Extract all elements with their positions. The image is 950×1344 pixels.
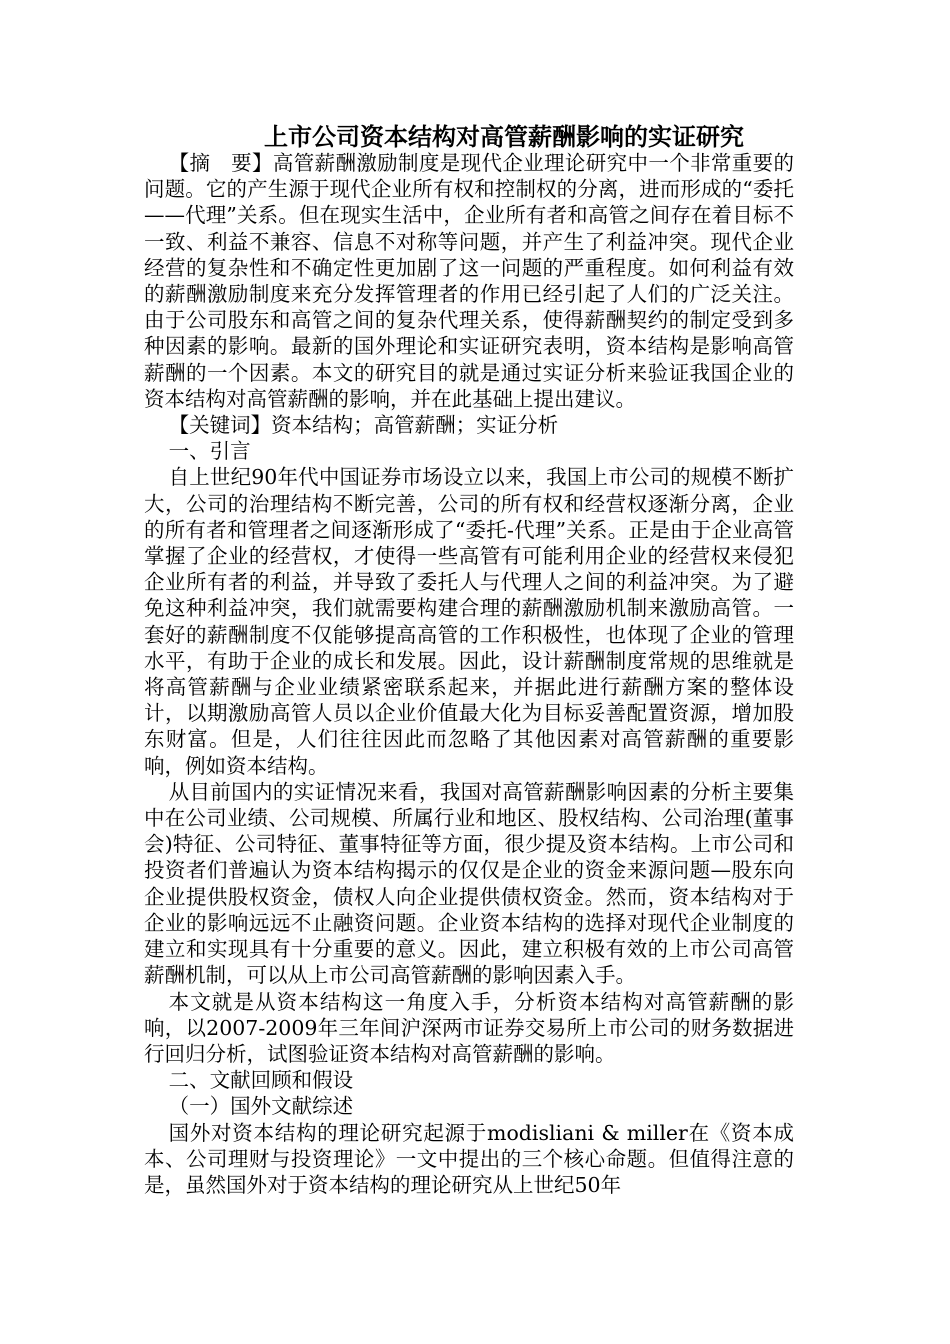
section-heading-literature: 二、文献回顾和假设 — [168, 1068, 354, 1093]
abstract-paragraph: 【摘 要】高管薪酬激励制度是现代企业理论研究中一个非常重要的问题。它的产生源于现代企业所有权和控制权的分离，进而形成的“委托——代理”关系。但在现实生活中，企业所有者和高管之间存在着目标不一致、利益不兼容、信息不对称等问题，并产生了利益冲突。现代企业经营的复杂性和不确定性更加剧了这一问题的严重程度。如何利益有效的薪酬激励制度来充分发挥管理者的作用已经引起了人们的广泛关注。由于公司股东和高管之间的复杂代理关系，使得薪酬契约的制定受到多种因素的影响。最新的国外理论和实证研究表明，资本结构是影响高管薪酬的一个因素。本文的研究目的就是通过实证分析来验证我国企业的资本结构对高管薪酬的影响，并在此基础上提出建议。 — [144, 151, 794, 411]
document-title: 上市公司资本结构对高管薪酬影响的实证研究 — [264, 123, 744, 151]
body-paragraph: 国外对资本结构的理论研究起源于modisliani & miller在《资本成本、公司理财与投资理论》一文中提出的三个核心命题。但值得注意的是，虽然国外对于资本结构的理论研究从上世纪50年 — [144, 1120, 794, 1197]
subsection-heading-foreign: （一）国外文献综述 — [168, 1094, 354, 1119]
document-body — [144, 150, 794, 1198]
body-paragraph: 本文就是从资本结构这一角度入手，分析资本结构对高管薪酬的影响，以2007-2009年三年间沪深两市证券交易所上市公司的财务数据进行回归分析，试图验证资本结构对高管薪酬的影响。 — [144, 989, 794, 1066]
keywords-line: 【关键词】资本结构；高管薪酬；实证分析 — [168, 413, 559, 438]
section-heading-introduction: 一、引言 — [168, 439, 251, 464]
body-paragraph: 从目前国内的实证情况来看，我国对高管薪酬影响因素的分析主要集中在公司业绩、公司规模、所属行业和地区、股权结构、公司治理(董事会)特征、公司特征、董事特征等方面，很少提及资本结构。上市公司和投资者们普遍认为资本结构揭示的仅仅是企业的资金来源问题—股东向企业提供股权资金，债权人向企业提供债权资金。然而，资本结构对于企业的影响远远不止融资问题。企业资本结构的选择对现代企业制度的建立和实现具有十分重要的意义。因此，建立积极有效的上市公司高管薪酬机制，可以从上市公司高管薪酬的影响因素入手。 — [144, 779, 794, 988]
body-paragraph: 自上世纪90年代中国证券市场设立以来，我国上市公司的规模不断扩大，公司的治理结构不断完善，公司的所有权和经营权逐渐分离，企业的所有者和管理者之间逐渐形成了“委托-代理”关系。正是由于企业高管掌握了企业的经营权，才使得一些高管有可能利用企业的经营权来侵犯企业所有者的利益，并导致了委托人与代理人之间的利益冲突。为了避免这种利益冲突，我们就需要构建合理的薪酬激励机制来激励高管。一套好的薪酬制度不仅能够提高高管的工作积极性，也体现了企业的管理水平，有助于企业的成长和发展。因此，设计薪酬制度常规的思维就是将高管薪酬与企业业绩紧密联系起来，并据此进行薪酬方案的整体设计，以期激励高管人员以企业价值最大化为目标妥善配置资源，增加股东财富。但是，人们往往因此而忽略了其他因素对高管薪酬的重要影响，例如资本结构。 — [144, 465, 794, 778]
